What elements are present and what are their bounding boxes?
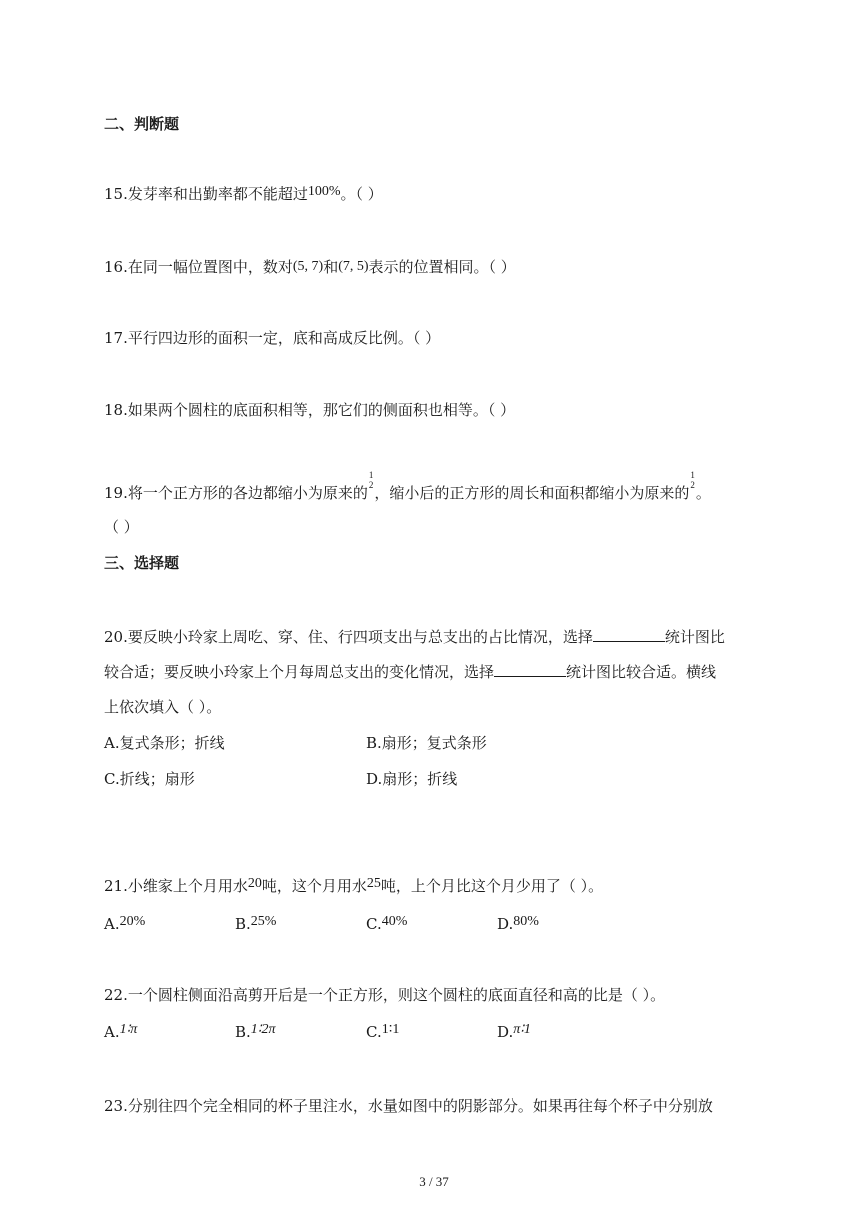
question-20-line-3: 上依次填入（ ）。 xyxy=(104,698,222,716)
q16-rest: 表示的位置相同。（ ） xyxy=(368,258,516,276)
q20-option-d: D.扇形；折线 xyxy=(366,770,458,788)
q19-end: 。 xyxy=(695,484,711,502)
section-heading-judge: 二、判断题 xyxy=(104,115,180,133)
q20-blank-1 xyxy=(593,627,665,642)
q16-pair-2: (7, 5) xyxy=(338,259,369,274)
q22-option-b: B.1∶2π xyxy=(235,1022,276,1041)
q15-math: 100% xyxy=(307,184,341,199)
question-16 xyxy=(104,257,516,279)
q22-option-c: C.1∶1 xyxy=(366,1022,400,1041)
q21-option-a: A.20% xyxy=(104,914,146,933)
q16-text: 16.在同一幅位置图中，数对 xyxy=(104,258,293,276)
q19-middle: ，缩小后的正方形的周长和面积都缩小为原来的 xyxy=(374,484,690,502)
question-20-line-1: 20.要反映小玲家上周吃、穿、住、行四项支出与总支出的占比情况，选择 统计图比 xyxy=(104,628,725,646)
question-19 xyxy=(104,470,711,504)
q20-option-b: B.扇形；复式条形 xyxy=(366,734,487,752)
section-heading-choice: 三、选择题 xyxy=(104,554,180,572)
q21-value-1: 20 xyxy=(247,876,262,891)
q20-option-a: A.复式条形；折线 xyxy=(104,734,225,752)
question-21: 21.小维家上个月用水20吨，这个月用水25吨，上个月比这个月少用了（ ）。 xyxy=(104,876,604,895)
question-20-line-2: 较合适；要反映小玲家上个月每周总支出的变化情况，选择 统计图比较合适。横线 xyxy=(104,663,717,681)
question-17: 17.平行四边形的面积一定，底和高成反比例。（ ） xyxy=(104,329,441,347)
q19-fraction-2: 1 2 xyxy=(690,470,695,490)
q15-text: 15.发芽率和出勤率都不能超过 xyxy=(104,185,308,203)
q21-option-c: C.40% xyxy=(366,914,408,933)
q16-pair-1: (5, 7) xyxy=(292,259,324,274)
q21-option-d: D.80% xyxy=(497,914,539,933)
q21-value-2: 25 xyxy=(366,876,381,891)
page-number: 3 / 37 xyxy=(419,1174,449,1189)
q20-option-c: C.折线；扇形 xyxy=(104,770,195,788)
question-18: 18.如果两个圆柱的底面积相等，那它们的侧面积也相等。（ ） xyxy=(104,401,516,419)
question-22: 22.一个圆柱侧面沿高剪开后是一个正方形，则这个圆柱的底面直径和高的比是（ ）。 xyxy=(104,986,666,1004)
question-15 xyxy=(104,184,383,206)
q21-option-b: B.25% xyxy=(235,914,277,933)
q22-option-a: A.1∶π xyxy=(104,1022,138,1041)
q20-blank-2 xyxy=(494,662,566,677)
question-23: 23.分别往四个完全相同的杯子里注水，水量如图中的阴影部分。如果再往每个杯子中分别放 xyxy=(104,1097,713,1115)
q19-paren: （ ） xyxy=(104,518,139,536)
q19-fraction-1: 1 2 xyxy=(368,470,374,490)
q19-text: 19.将一个正方形的各边都缩小为原来的 xyxy=(104,484,368,502)
q15-paren: 。（ ） xyxy=(340,185,383,203)
q16-and: 和 xyxy=(323,258,339,276)
q22-option-d: D.π∶1 xyxy=(497,1022,531,1041)
